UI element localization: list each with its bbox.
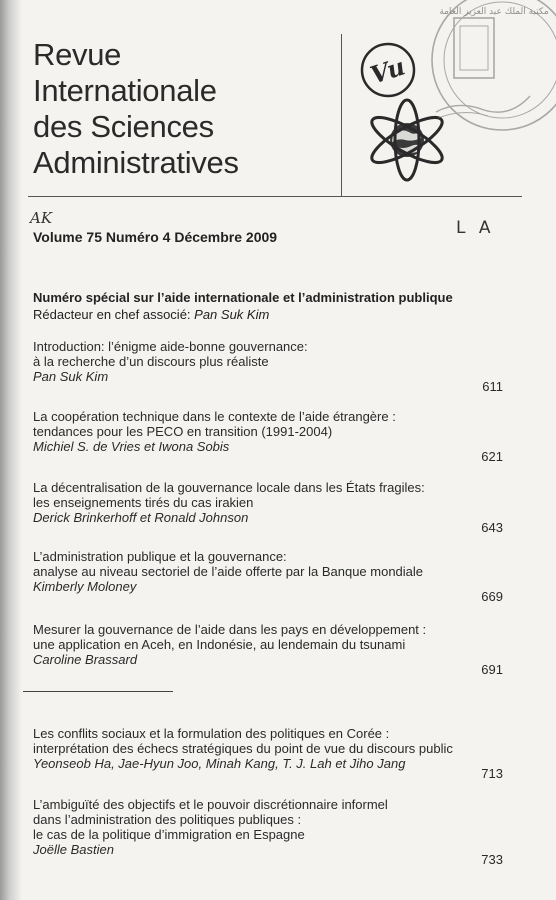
article-title-line: interprétation des échecs stratégiques du point de vue du discours public xyxy=(33,741,453,756)
article-title-line: à la recherche d’un discours plus réaliste xyxy=(33,354,269,369)
article-title-line: Mesurer la gouvernance de l’aide dans les pays en développement : xyxy=(33,622,427,637)
article-entry xyxy=(33,726,503,781)
issue-volume-line: Volume 75 Numéro 4 Décembre 2009 xyxy=(33,229,278,245)
article-authors: Joëlle Bastien xyxy=(33,842,114,857)
article-authors: Derick Brinkerhoff et Ronald Johnson xyxy=(33,510,249,525)
journal-title-line: des Sciences xyxy=(33,109,214,144)
article-entry xyxy=(33,797,503,867)
article-title-line: les enseignements tirés du cas irakien xyxy=(33,495,254,510)
article-title-line: dans l’administration des politiques publiques : xyxy=(33,812,302,827)
article-page-number: 669 xyxy=(481,589,503,604)
article-entry xyxy=(33,409,503,464)
special-issue-editor xyxy=(33,306,453,323)
article-page-number: 733 xyxy=(481,852,503,867)
article-title-line: tendances pour les PECO en transition (1991-2004) xyxy=(33,424,333,439)
logo-vu-text: Vu xyxy=(366,51,409,90)
article-page-number: 643 xyxy=(481,520,503,535)
article-authors: Pan Suk Kim xyxy=(33,369,109,384)
journal-title xyxy=(33,37,239,181)
article-title-line: La décentralisation de la gouvernance locale dans les États fragiles: xyxy=(33,480,425,495)
header-horizontal-rule xyxy=(28,196,522,197)
editor-prefix: Rédacteur en chef associé: xyxy=(33,307,195,322)
article-entry xyxy=(33,480,503,535)
article-entry xyxy=(33,549,503,604)
article-entry xyxy=(33,622,503,677)
editor-name: Pan Suk Kim xyxy=(194,307,270,322)
article-title-line: Introduction: l’énigme aide-bonne gouvernance: xyxy=(33,339,308,354)
scan-shadow xyxy=(0,0,22,900)
special-issue-title: Numéro spécial sur l’aide internationale et l’administration publique xyxy=(33,290,453,305)
article-title-line: L’administration publique et la gouvernance: xyxy=(33,549,287,564)
article-title-line: le cas de la politique d’immigration en Espagne xyxy=(33,827,305,842)
article-page-number: 621 xyxy=(481,449,503,464)
library-stamp-icon xyxy=(414,0,556,140)
handwritten-mark-right: L A xyxy=(456,218,495,238)
article-entry xyxy=(33,339,503,394)
article-authors: Michiel S. de Vries et Iwona Sobis xyxy=(33,439,230,454)
article-title-line: La coopération technique dans le contexte de l’aide étrangère : xyxy=(33,409,396,424)
journal-title-line: Administratives xyxy=(33,145,239,180)
article-page-number: 611 xyxy=(482,379,503,394)
article-title-line: Les conflits sociaux et la formulation des politiques en Corée : xyxy=(33,726,390,741)
handwritten-mark-left: AK xyxy=(30,209,53,227)
article-title-line: une application en Aceh, en Indonésie, au lendemain du tsunami xyxy=(33,637,406,652)
article-authors: Caroline Brassard xyxy=(33,652,138,667)
header-vertical-rule xyxy=(341,34,342,196)
article-page-number: 691 xyxy=(481,662,503,677)
journal-title-line: Internationale xyxy=(33,73,217,108)
section-separator xyxy=(23,691,173,692)
article-authors: Yeonseob Ha, Jae-Hyun Joo, Minah Kang, T. J. Lah et Jiho Jang xyxy=(33,756,406,771)
article-page-number: 713 xyxy=(481,766,503,781)
article-title-line: analyse au niveau sectoriel de l’aide offerte par la Banque mondiale xyxy=(33,564,424,579)
article-authors: Kimberly Moloney xyxy=(33,579,137,594)
stamp-text: مكتبة الملك عبد العزيز العامة xyxy=(439,7,549,17)
journal-title-line: Revue xyxy=(33,37,122,72)
special-issue-heading xyxy=(33,289,453,323)
article-title-line: L’ambiguïté des objectifs et le pouvoir discrétionnaire informel xyxy=(33,797,388,812)
